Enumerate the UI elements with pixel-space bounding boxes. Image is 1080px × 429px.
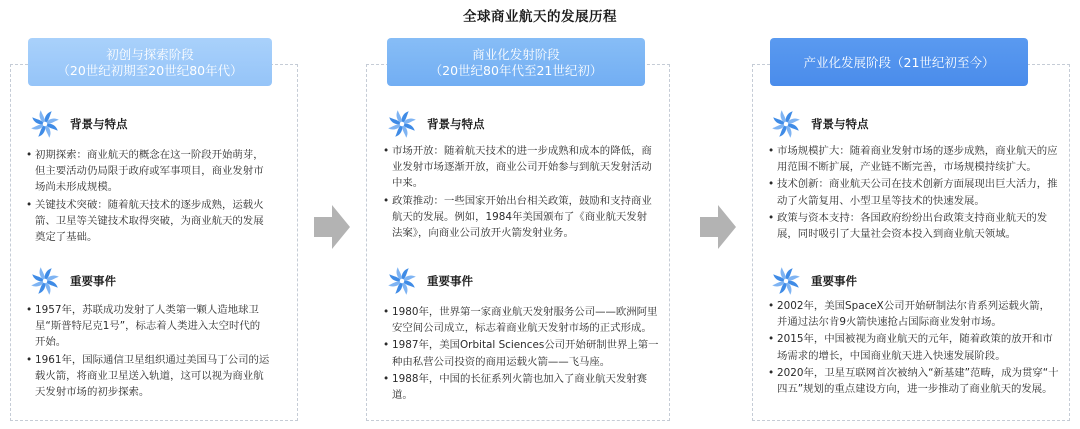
- stage-title-2: 商业化发射阶段: [472, 47, 560, 62]
- stage-title-3: 产业化发展阶段（21世纪初至今）: [803, 55, 995, 70]
- list-item: • 政策与资本支持：各国政府纷纷出台政策支持商业航天的发展，同时吸引了大量社会资本投入到商业航天领域。: [768, 210, 1060, 242]
- page-title: 全球商业航天的发展历程: [463, 9, 617, 25]
- list-item: • 技术创新：商业航天公司在技术创新方面展现出巨大活力，推动了火箭复用、小型卫星等技术的快速发展。: [768, 176, 1060, 208]
- pinwheel-icon: [30, 266, 60, 296]
- list-item: • 政策推动：一些国家开始出台相关政策，鼓励和支持商业航天的发展。例如，1984年美国颁布了《商业航天发射法案》，向商业公司放开火箭发射业务。: [383, 193, 655, 242]
- background-section-head-2: [387, 109, 485, 139]
- background-list-1: [26, 147, 272, 246]
- stage-header-3: [770, 38, 1028, 86]
- list-item: • 2020年，卫星互联网首次被纳入“新基建”范畴，成为贯穿“十四五”规划的重点建设方向，进一步推动了商业航天的发展。: [768, 365, 1060, 397]
- list-item: • 1961年，国际通信卫星组织通过美国马丁公司的运载火箭，将商业卫星送入轨道，这可以视为商业航天发射市场的初步探索。: [26, 352, 270, 401]
- events-label-1: 重要事件: [70, 274, 116, 288]
- events-label-3: 重要事件: [811, 274, 857, 288]
- background-section-head-3: [771, 109, 869, 139]
- events-list-3: [768, 298, 1060, 398]
- events-section-head-1: [30, 266, 116, 296]
- list-item: • 2002年，美国SpaceX公司开始研制法尔肯系列运载火箭，并通过法尔肯9火箭快速抢占国际商业发射市场。: [768, 298, 1060, 330]
- background-list-3: [768, 143, 1060, 243]
- pinwheel-icon: [30, 109, 60, 139]
- stage-period-2: （20世纪80年代至21世纪初）: [429, 63, 603, 78]
- list-item: • 1980年，世界第一家商业航天发射服务公司——欧洲阿里安空间公司成立，标志着商业航天发射市场的正式形成。: [383, 304, 659, 336]
- list-item: • 1957年，苏联成功发射了人类第一颗人造地球卫星“斯普特尼克1号”，标志着人类进入太空时代的开始。: [26, 302, 270, 351]
- list-item: • 1988年，中国的长征系列火箭也加入了商业航天发射赛道。: [383, 371, 659, 403]
- pinwheel-icon: [387, 266, 417, 296]
- stage-header-2: [387, 38, 645, 86]
- list-item: • 关键技术突破：随着航天技术的逐步成熟，运载火箭、卫星等关键技术取得突破，为商业航天的发展奠定了基础。: [26, 197, 272, 246]
- background-section-head-1: [30, 109, 128, 139]
- list-item: • 初期探索：商业航天的概念在这一阶段开始萌芽，但主要活动仍局限于政府或军事项目，商业发射市场尚未形成规模。: [26, 147, 272, 196]
- events-list-1: [26, 302, 270, 401]
- events-list-2: [383, 304, 659, 404]
- background-list-2: [383, 143, 655, 242]
- background-label-2: 背景与特点: [427, 117, 485, 131]
- list-item: • 市场规模扩大：随着商业发射市场的逐步成熟，商业航天的应用范围不断扩展，产业链不断完善，市场规模持续扩大。: [768, 143, 1060, 175]
- events-label-2: 重要事件: [427, 274, 473, 288]
- stage-title-1: 初创与探索阶段: [106, 47, 194, 62]
- pinwheel-icon: [771, 109, 801, 139]
- pinwheel-icon: [771, 266, 801, 296]
- stage-period-1: （20世纪初期至20世纪80年代）: [57, 63, 243, 78]
- list-item: • 1987年，美国Orbital Sciences公司开始研制世界上第一种由私营公司投资的商用运载火箭——飞马座。: [383, 337, 659, 369]
- arrow-right-icon: [700, 205, 736, 249]
- events-section-head-3: [771, 266, 857, 296]
- arrow-right-icon: [314, 205, 350, 249]
- pinwheel-icon: [387, 109, 417, 139]
- background-label-3: 背景与特点: [811, 117, 869, 131]
- background-label-1: 背景与特点: [70, 117, 128, 131]
- events-section-head-2: [387, 266, 473, 296]
- list-item: • 2015年，中国被视为商业航天的元年，随着政策的放开和市场需求的增长，中国商业航天进入快速发展阶段。: [768, 331, 1060, 363]
- list-item: • 市场开放：随着航天技术的进一步成熟和成本的降低，商业发射市场逐渐开放，商业公司开始参与到航天发射活动中来。: [383, 143, 655, 192]
- stage-header-1: [28, 38, 272, 86]
